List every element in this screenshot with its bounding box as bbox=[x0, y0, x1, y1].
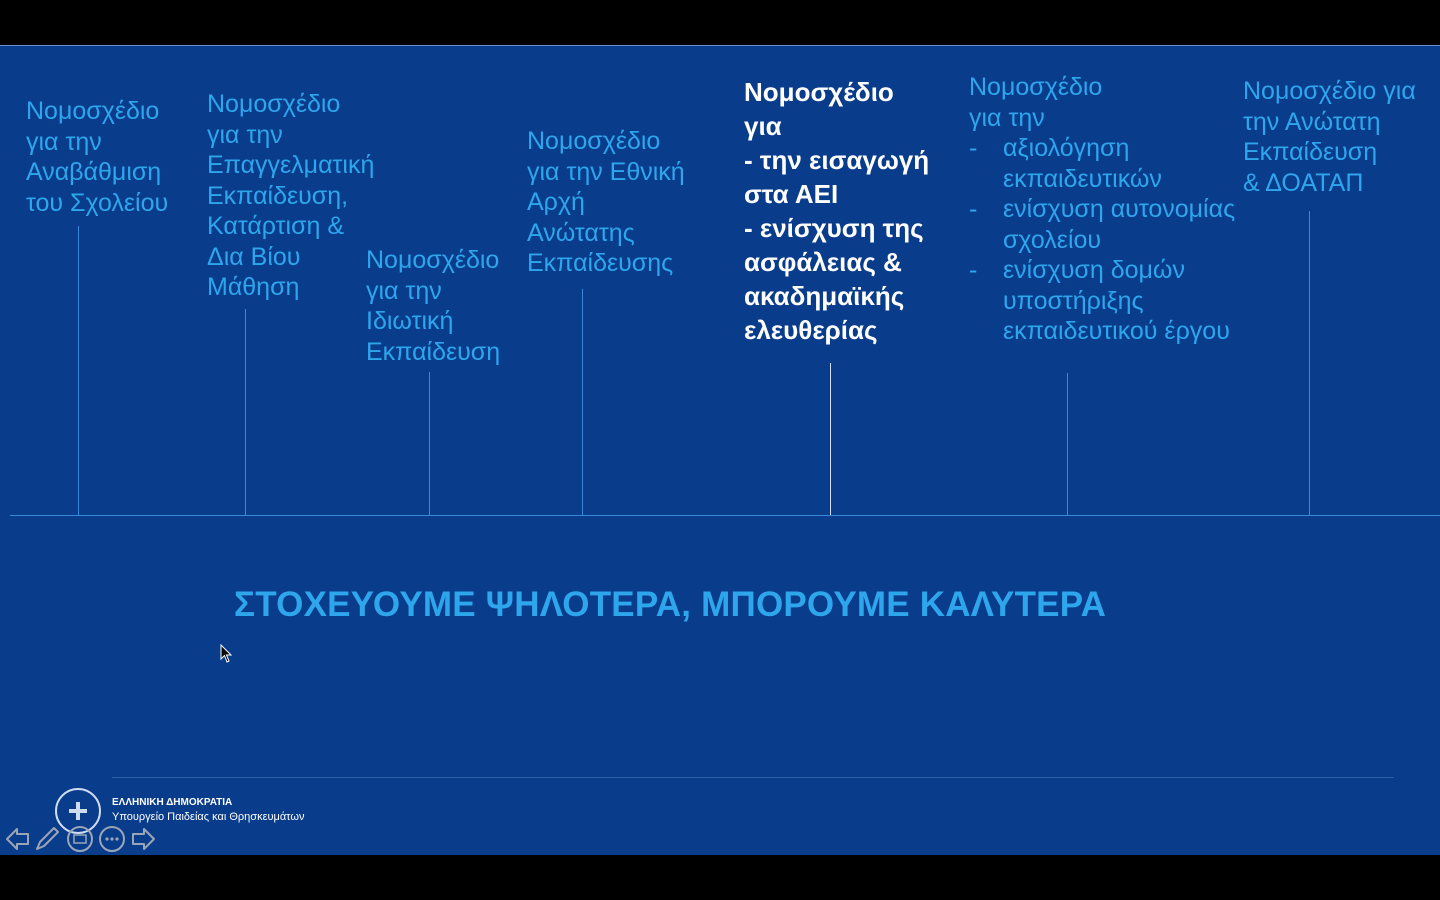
item-line: για την bbox=[366, 276, 442, 305]
bullet-line: αξιολόγηση bbox=[1003, 134, 1130, 162]
timeline-connector bbox=[78, 226, 79, 516]
item-line: για την bbox=[207, 120, 283, 149]
timeline-connector bbox=[830, 363, 831, 516]
item-line: Δια Βίου bbox=[207, 242, 301, 271]
item-line: του Σχολείου bbox=[26, 188, 169, 217]
item-line: & ΔΟΑΤΑΠ bbox=[1243, 168, 1364, 197]
timeline-item-national-authority bbox=[527, 126, 685, 279]
item-line: Εκπαίδευση, bbox=[207, 181, 349, 210]
item-line: ασφάλειας & bbox=[744, 247, 902, 277]
item-line: Μάθηση bbox=[207, 273, 300, 301]
item-line: Νομοσχέδιο bbox=[969, 73, 1103, 101]
bullet-line: σχολείου bbox=[1003, 225, 1102, 254]
timeline-connector bbox=[429, 372, 430, 516]
presentation-slide bbox=[0, 45, 1440, 855]
arrow-right-icon[interactable] bbox=[129, 824, 159, 854]
timeline-connector bbox=[245, 309, 246, 516]
slides-icon[interactable] bbox=[65, 824, 95, 854]
top-letterbox bbox=[0, 0, 1440, 45]
bullet-dash: - bbox=[969, 256, 978, 284]
item-line: - ενίσχυση της bbox=[744, 213, 924, 243]
item-line: για την bbox=[26, 127, 102, 156]
timeline-axis bbox=[10, 515, 1440, 516]
bullet-line: ενίσχυση αυτονομίας bbox=[1003, 195, 1236, 223]
footer-divider bbox=[112, 777, 1394, 778]
item-line: ελευθερίας bbox=[744, 315, 878, 345]
timeline-item-higher-education bbox=[1243, 76, 1416, 198]
bullet-dash: - bbox=[969, 195, 978, 223]
bottom-letterbox bbox=[0, 855, 1440, 900]
pen-icon[interactable] bbox=[32, 824, 62, 854]
timeline-item-university-admission bbox=[744, 75, 929, 347]
item-line: την Ανώτατη bbox=[1243, 107, 1381, 136]
timeline-connector bbox=[1067, 373, 1068, 516]
org-name: ΕΛΛΗΝΙΚΗ ΔΗΜΟΚΡΑΤΙΑ bbox=[112, 797, 233, 808]
item-line: Εκπαίδευση bbox=[366, 337, 501, 366]
item-line: Ιδιωτική bbox=[366, 307, 454, 335]
bullet-list bbox=[969, 133, 1235, 347]
bullet-line: ενίσχυση δομών bbox=[1003, 256, 1185, 284]
item-line: Νομοσχέδιο bbox=[744, 77, 894, 107]
bullet-item bbox=[969, 255, 1235, 347]
item-line: Νομοσχέδιο bbox=[207, 90, 341, 118]
arrow-left-icon[interactable] bbox=[2, 824, 32, 854]
item-line: Αρχή bbox=[527, 188, 585, 216]
item-line: Κατάρτιση & bbox=[207, 212, 345, 240]
item-line: ακαδημαϊκής bbox=[744, 281, 905, 311]
item-line: για την bbox=[969, 103, 1045, 132]
item-line: για την Εθνική bbox=[527, 157, 685, 186]
item-line: - την εισαγωγή bbox=[744, 145, 930, 175]
timeline-item-school-upgrade bbox=[26, 96, 168, 218]
bullet-line: εκπαιδευτικών bbox=[1003, 164, 1162, 193]
timeline-item-vocational-education bbox=[207, 89, 374, 303]
more-icon[interactable] bbox=[97, 824, 127, 854]
item-line: στα ΑΕΙ bbox=[744, 179, 839, 209]
item-line: Νομοσχέδιο bbox=[527, 127, 661, 155]
item-line: Εκπαίδευσης bbox=[527, 249, 674, 277]
bullet-line: εκπαιδευτικού έργου bbox=[1003, 317, 1230, 345]
mouse-cursor-icon bbox=[220, 644, 234, 669]
item-line: Νομοσχέδιο bbox=[26, 97, 160, 125]
item-line: Επαγγελματική bbox=[207, 151, 375, 179]
item-line: Αναβάθμιση bbox=[26, 158, 162, 186]
ministry-name: Υπουργείο Παιδείας και Θρησκευμάτων bbox=[112, 811, 305, 823]
bullet-line: υποστήριξης bbox=[1003, 286, 1144, 315]
timeline-item-teacher-evaluation bbox=[969, 72, 1235, 347]
slogan: ΣΤΟΧΕΥΟΥΜΕ ΨΗΛΟΤΕΡΑ, ΜΠΟΡΟΥΜΕ ΚΑΛΥΤΕΡΑ bbox=[234, 585, 1107, 624]
item-line: Νομοσχέδιο bbox=[366, 246, 500, 274]
bullet-item bbox=[969, 133, 1235, 194]
item-line: για bbox=[744, 111, 782, 141]
item-line: Νομοσχέδιο για bbox=[1243, 77, 1416, 105]
item-line: Ανώτατης bbox=[527, 218, 635, 247]
timeline-item-private-education bbox=[366, 245, 500, 367]
timeline-connector bbox=[582, 289, 583, 516]
item-line: Εκπαίδευση bbox=[1243, 138, 1378, 166]
bullet-item bbox=[969, 194, 1235, 255]
timeline-connector bbox=[1309, 211, 1310, 516]
bullet-dash: - bbox=[969, 134, 978, 162]
